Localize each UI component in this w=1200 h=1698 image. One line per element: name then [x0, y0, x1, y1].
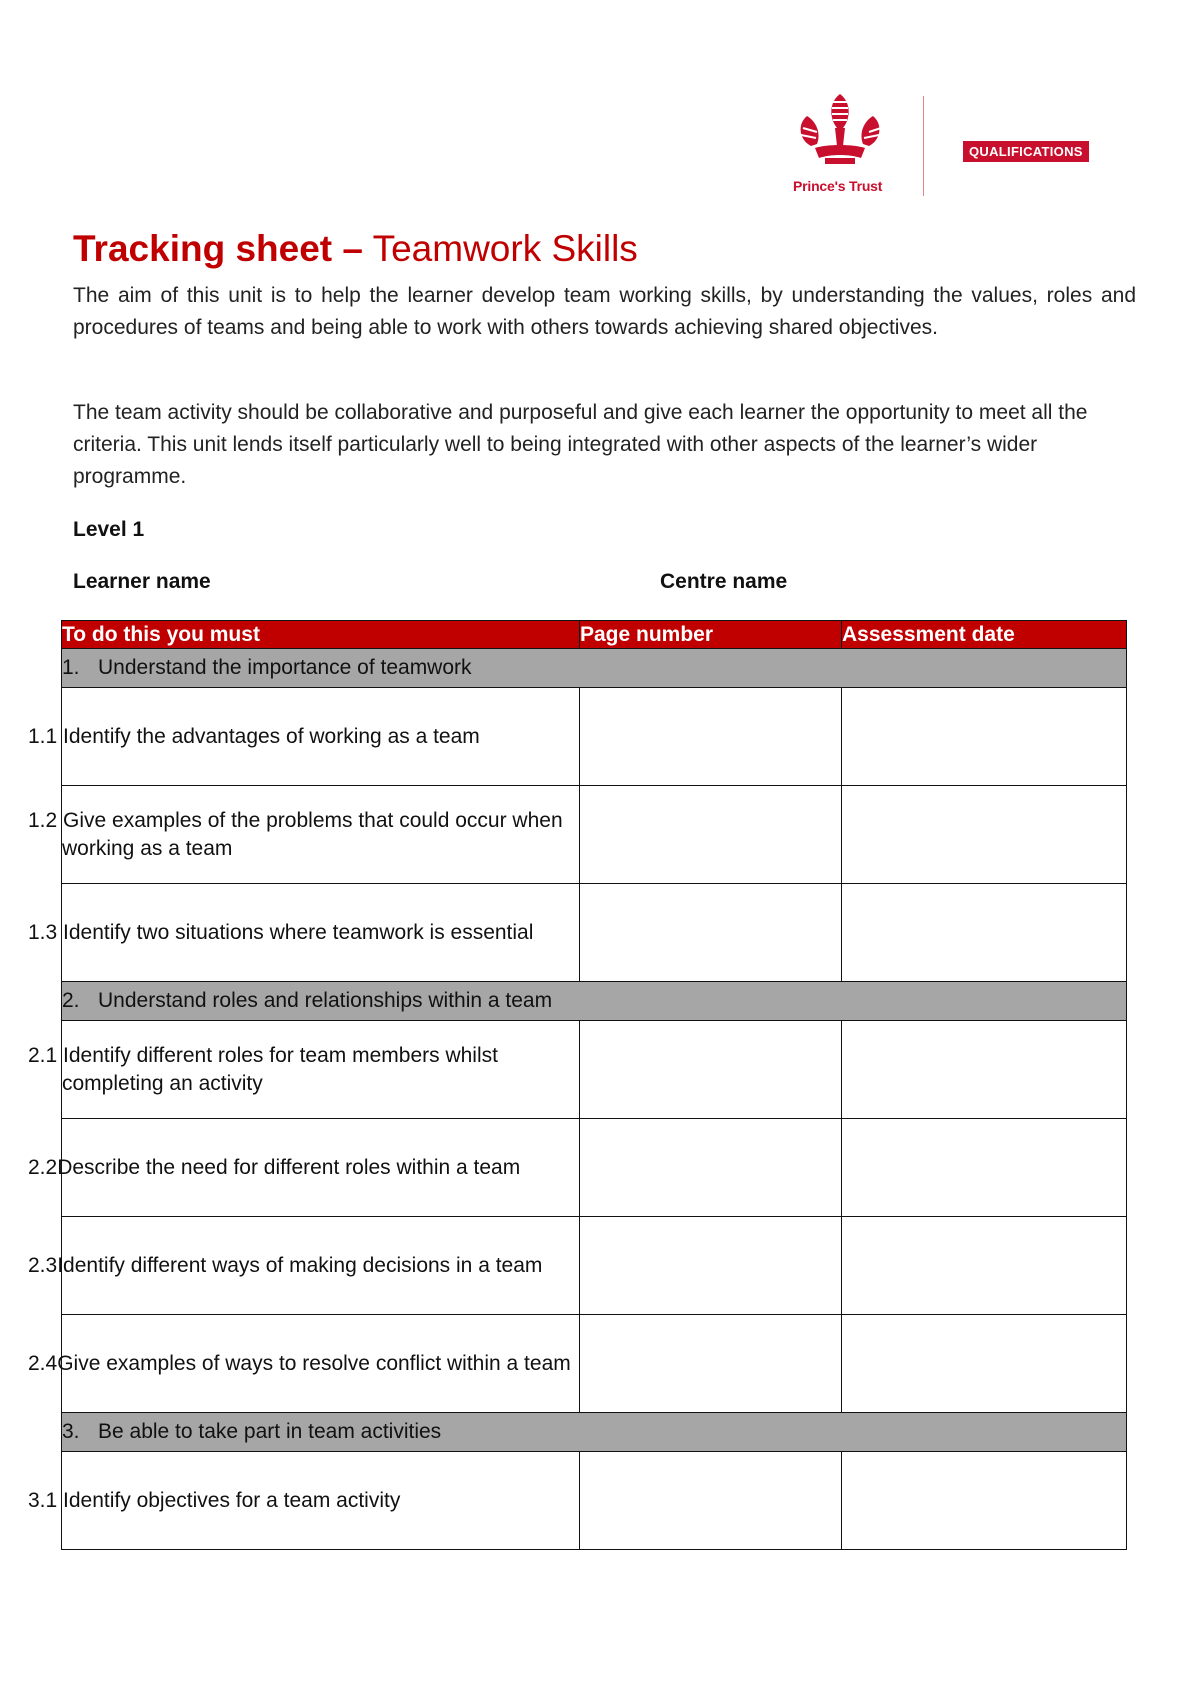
page-number-cell[interactable] [580, 884, 842, 982]
section-title-cell [62, 1413, 1127, 1452]
qualifications-badge: QUALIFICATIONS [963, 141, 1089, 162]
intro-paragraph-1: The aim of this unit is to help the learner develop team working skills, by understanding the values, roles and procedures of teams and being able to work with others towards achieving shared objectives. [73, 284, 1136, 339]
criterion-row [62, 1217, 1127, 1315]
criterion-text: 2.1 Identify different roles for team members whilst completing an activity [62, 1021, 580, 1119]
page-title [73, 228, 638, 270]
section-row [62, 982, 1127, 1021]
section-number: 2. [62, 989, 80, 1012]
centre-name-label: Centre name [660, 570, 788, 593]
tracking-table [28, 620, 1127, 1550]
assessment-date-cell[interactable] [842, 884, 1127, 982]
header-criteria: To do this you must [62, 621, 580, 649]
page-number-cell[interactable] [580, 1217, 842, 1315]
criterion-row [62, 1119, 1127, 1217]
table-header-row [62, 621, 1127, 649]
criterion-row [62, 786, 1127, 884]
org-name: Prince's Trust [793, 178, 883, 194]
page-number-cell[interactable] [580, 1315, 842, 1413]
assessment-date-cell[interactable] [842, 688, 1127, 786]
section-title-cell [62, 982, 1127, 1021]
section-title: Understand the importance of teamwork [98, 656, 472, 679]
page-number-cell[interactable] [580, 1021, 842, 1119]
criterion-text: 2.2Describe the need for different roles within a team [62, 1119, 580, 1217]
page-number-cell[interactable] [580, 1119, 842, 1217]
learner-name-label: Learner name [73, 570, 211, 593]
assessment-date-cell[interactable] [842, 1217, 1127, 1315]
criterion-row [62, 688, 1127, 786]
assessment-date-cell[interactable] [842, 1452, 1127, 1550]
page-number-cell[interactable] [580, 1452, 842, 1550]
section-title-cell [62, 649, 1127, 688]
page-number-cell[interactable] [580, 688, 842, 786]
level-label: Level 1 [73, 518, 145, 541]
section-number: 3. [62, 1420, 80, 1443]
criterion-text: 1.1 Identify the advantages of working as a team [62, 688, 580, 786]
criterion-text: 2.3Identify different ways of making decisions in a team [62, 1217, 580, 1315]
criterion-row [62, 1452, 1127, 1550]
header-page-number: Page number [580, 621, 842, 649]
criterion-text: 1.3 Identify two situations where teamwork is essential [62, 884, 580, 982]
criterion-row [62, 1021, 1127, 1119]
section-row [62, 1413, 1127, 1452]
logo-divider [923, 96, 924, 196]
header-assessment-date: Assessment date [842, 621, 1127, 649]
assessment-date-cell[interactable] [842, 786, 1127, 884]
criterion-row [62, 884, 1127, 982]
page-number-cell[interactable] [580, 786, 842, 884]
criterion-text: 1.2 Give examples of the problems that could occur when working as a team [62, 786, 580, 884]
logo-block [775, 78, 1135, 218]
princes-trust-feathers-crest-icon [785, 88, 895, 178]
assessment-date-cell[interactable] [842, 1315, 1127, 1413]
assessment-date-cell[interactable] [842, 1119, 1127, 1217]
section-row [62, 649, 1127, 688]
section-title: Be able to take part in team activities [98, 1420, 442, 1443]
criterion-text: 2.4Give examples of ways to resolve conflict within a team [62, 1315, 580, 1413]
section-title: Understand roles and relationships within a team [98, 989, 553, 1012]
title-bold: Tracking sheet – [73, 228, 363, 269]
section-number: 1. [62, 656, 80, 679]
intro-paragraph-2: The team activity should be collaborative and purposeful and give each learner the opportunity to meet all the criteria. This unit lends itself particularly well to being integrated with other aspects of the learner’s wider programme. [73, 401, 1088, 488]
title-regular: Teamwork Skills [372, 228, 638, 269]
assessment-date-cell[interactable] [842, 1021, 1127, 1119]
criterion-text: 3.1 Identify objectives for a team activity [62, 1452, 580, 1550]
criterion-row [62, 1315, 1127, 1413]
